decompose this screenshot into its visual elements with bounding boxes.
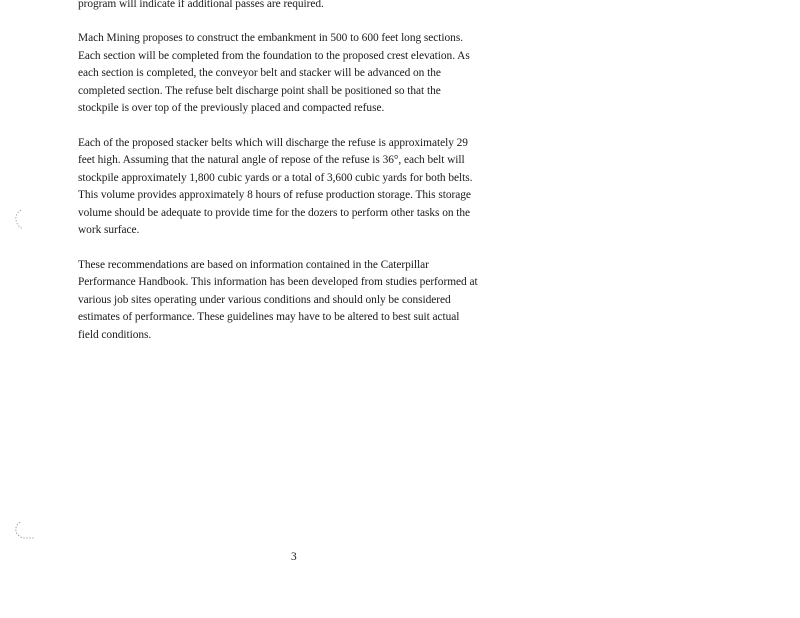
paragraph-line: Each of the proposed stacker belts which will discharge the refuse is approximately 29 — [78, 136, 468, 149]
paragraph-line: volume should be adequate to provide time for the dozers to perform other tasks on the — [78, 206, 471, 219]
paragraph-line: estimates of performance. These guidelines may have to be altered to best suit actual — [78, 311, 460, 323]
paragraph-line: stockpile is over top of the previously placed and compacted refuse. — [78, 102, 385, 114]
paragraph-line: These recommendations are based on information contained in the Caterpillar — [78, 258, 429, 271]
paragraph-line: work surface. — [78, 224, 140, 236]
paragraph-line: Each section will be completed from the foundation to the proposed crest elevation. As — [78, 49, 470, 62]
paragraph-line: completed section. The refuse belt discharge point shall be positioned so that the — [78, 84, 441, 97]
paragraph-line: feet high. Assuming that the natural angle of repose of the refuse is 36°, each belt will — [78, 154, 465, 166]
paragraph-line: This volume provides approximately 8 hours of refuse production storage. This storage — [78, 189, 471, 201]
paragraph-line: various job sites operating under various conditions and should only be considered — [78, 293, 451, 306]
scan-hole-mark-lower — [12, 520, 38, 542]
page-number: 3 — [291, 551, 297, 563]
paragraph-line: Mach Mining proposes to construct the embankment in 500 to 600 feet long sections. — [78, 32, 464, 44]
paragraph-line: field conditions. — [78, 328, 152, 341]
top-fragment-line: program will indicate if additional passes are required. — [78, 0, 324, 10]
paragraph-line: each section is completed, the conveyor belt and stacker will be advanced on the — [78, 67, 441, 79]
paragraph-line: stockpile approximately 1,800 cubic yards or a total of 3,600 cubic yards for both belts. — [78, 171, 473, 184]
scan-hole-mark-upper — [12, 208, 26, 232]
paragraph-line: Performance Handbook. This information has been developed from studies performed at — [78, 276, 478, 288]
